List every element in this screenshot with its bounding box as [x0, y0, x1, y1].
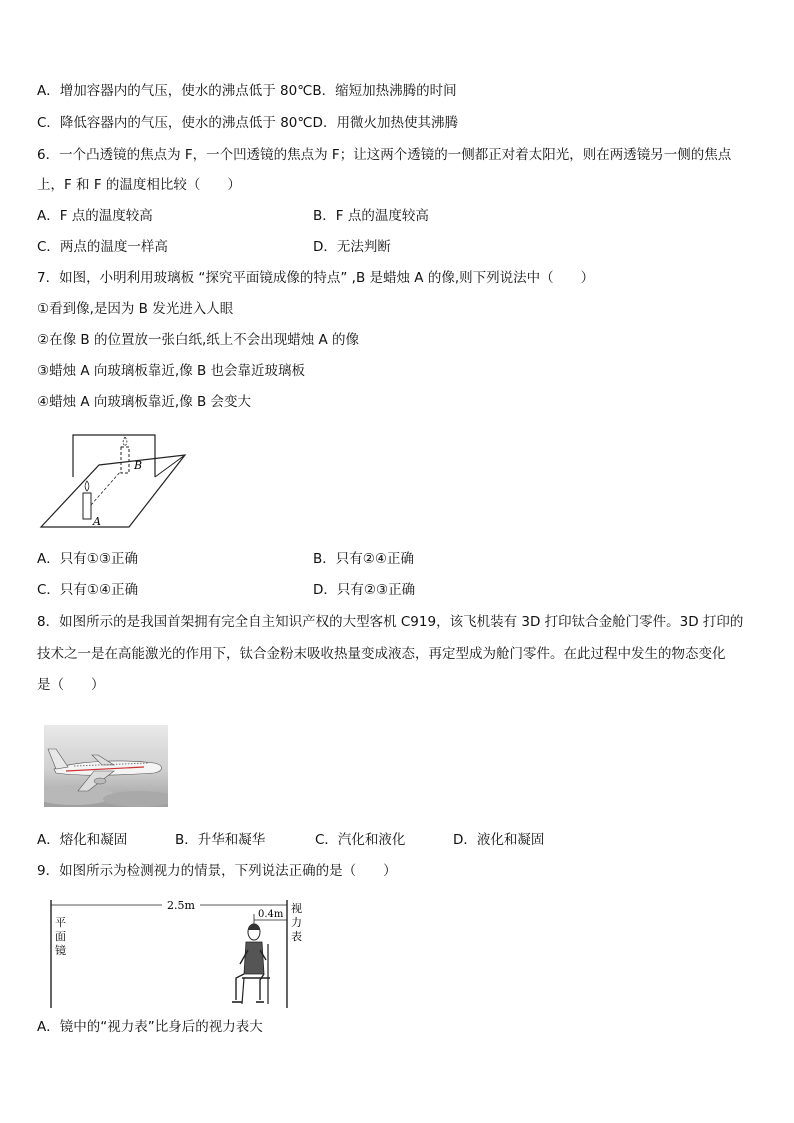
q7-figure-label-b: B: [134, 459, 143, 472]
q5-options-ab: A．增加容器内的气压，使水的沸点低于 80℃B．缩短加热沸腾的时间: [37, 83, 457, 99]
q9-distance-person: 0.4m: [258, 909, 284, 920]
q9-vision-test-figure: [42, 894, 310, 1010]
q7-statement-1: ①看到像,是因为 B 发光进入人眼: [37, 301, 234, 317]
q9-distance-total: 2.5m: [167, 899, 195, 912]
q8-option-d: D．液化和凝固: [453, 832, 545, 848]
q8-option-c: C．汽化和液化: [315, 832, 406, 848]
q6-stem-line1: 6．一个凸透镜的焦点为 F，一个凹透镜的焦点为 F；让这两个透镜的一侧都正对着太阳光，则在两透镜另一侧的焦点: [37, 147, 732, 163]
q6-option-a: A．F 点的温度较高: [37, 208, 153, 224]
q7-option-b: B．只有②④正确: [313, 551, 414, 567]
q7-figure-label-a: A: [93, 515, 101, 528]
q9-chart-label-3: 表: [291, 930, 302, 943]
q8-stem-line2: 技术之一是在高能激光的作用下，钛合金粉末吸收热量变成液态，再定型成为舱门零件。在此过程中发生的物态变化: [37, 646, 726, 662]
q7-statement-3: ③蜡烛 A 向玻璃板靠近,像 B 也会靠近玻璃板: [37, 363, 306, 379]
q9-mirror-label-3: 镜: [55, 944, 66, 957]
q6-option-b: B．F 点的温度较高: [313, 208, 429, 224]
q9-chart-label-1: 视: [291, 902, 302, 915]
q8-stem-line1: 8．如图所示的是我国首架拥有完全自主知识产权的大型客机 C919，该飞机装有 3D 打印钛合金舱门零件。3D 打印的: [37, 614, 744, 630]
q9-option-a: A．镜中的“视力表”比身后的视力表大: [37, 1019, 263, 1035]
q6-option-d: D．无法判断: [313, 239, 391, 255]
q8-airplane-photo: [44, 725, 168, 807]
q7-option-d: D．只有②③正确: [313, 582, 416, 598]
q9-chart-label-2: 力: [291, 916, 302, 929]
q9-stem: 9．如图所示为检测视力的情景，下列说法正确的是（ ）: [37, 863, 397, 879]
q8-option-b: B．升华和凝华: [175, 832, 266, 848]
q8-stem-line3: 是（ ）: [37, 677, 105, 693]
q7-mirror-figure: [37, 425, 197, 535]
q8-options: [37, 830, 544, 850]
q6-stem-line2: 上，F 和 F 的温度相比较（ ）: [37, 177, 241, 193]
q7-option-c: C．只有①④正确: [37, 582, 139, 598]
q5-options-cd: C．降低容器内的气压，使水的沸点低于 80℃D．用微火加热使其沸腾: [37, 115, 458, 131]
q7-stem: 7．如图，小明利用玻璃板 “探究平面镜成像的特点” ,B 是蜡烛 A 的像,则下列说法中（ ）: [37, 270, 595, 286]
q7-option-a: A．只有①③正确: [37, 551, 138, 567]
q7-statement-4: ④蜡烛 A 向玻璃板靠近,像 B 会变大: [37, 394, 252, 410]
q9-mirror-label-2: 面: [55, 930, 66, 943]
q7-statement-2: ②在像 B 的位置放一张白纸,纸上不会出现蜡烛 A 的像: [37, 332, 360, 348]
q8-option-a: A．熔化和凝固: [37, 832, 128, 848]
q9-mirror-label-1: 平: [55, 916, 66, 929]
q6-option-c: C．两点的温度一样高: [37, 239, 168, 255]
